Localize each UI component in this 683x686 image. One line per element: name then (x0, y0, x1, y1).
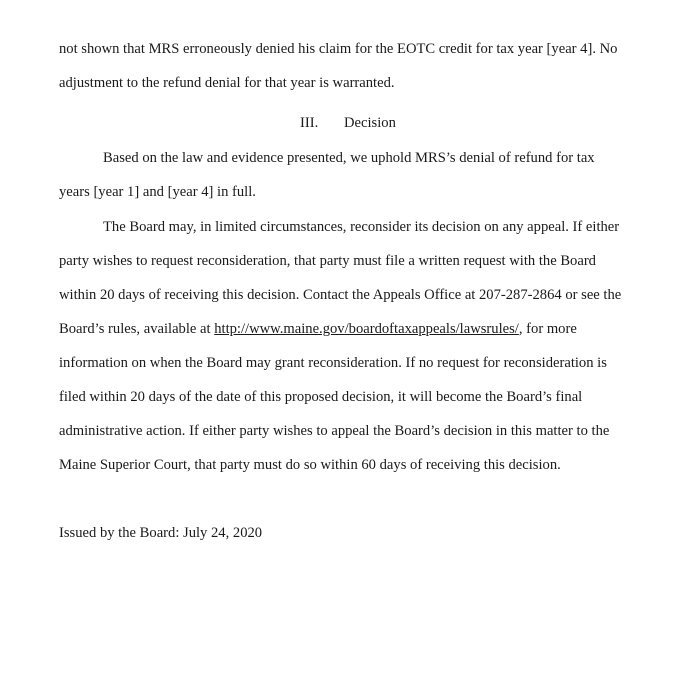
reconsideration-line-3: within 20 days of receiving this decision. Contact the Appeals Office at 207-287-2864 or see the (59, 287, 622, 303)
rules-text-after: , for more (518, 321, 577, 337)
reconsideration-line-6: filed within 20 days of the date of this proposed decision, it will become the Board’s final (59, 389, 583, 405)
continuation-line-1: not shown that MRS erroneously denied his claim for the EOTC credit for tax year [year 4]. No (59, 41, 618, 57)
section-number: III. (300, 115, 319, 131)
reconsideration-line-4 (59, 322, 577, 337)
continuation-line-2: adjustment to the refund denial for that year is warranted. (59, 75, 395, 91)
section-heading (300, 116, 396, 131)
decision-line-2: years [year 1] and [year 4] in full. (59, 184, 256, 200)
decision-line-1: Based on the law and evidence presented, we uphold MRS’s denial of refund for tax (103, 150, 595, 166)
reconsideration-line-8: Maine Superior Court, that party must do so within 60 days of receiving this decision. (59, 457, 561, 473)
issued-date: Issued by the Board: July 24, 2020 (59, 525, 263, 541)
section-title: Decision (344, 115, 396, 131)
reconsideration-line-5: information on when the Board may grant reconsideration. If no request for reconsideration is (59, 355, 607, 371)
rules-text-before: Board’s rules, available at (59, 321, 215, 337)
reconsideration-line-2: party wishes to request reconsideration, that party must file a written request with the Board (59, 253, 596, 269)
board-rules-link[interactable]: http://www.maine.gov/boardoftaxappeals/lawsrules/ (214, 321, 519, 337)
reconsideration-line-1: The Board may, in limited circumstances, reconsider its decision on any appeal. If either (103, 219, 620, 235)
reconsideration-line-7: administrative action. If either party wishes to appeal the Board’s decision in this matter to the (59, 423, 610, 439)
